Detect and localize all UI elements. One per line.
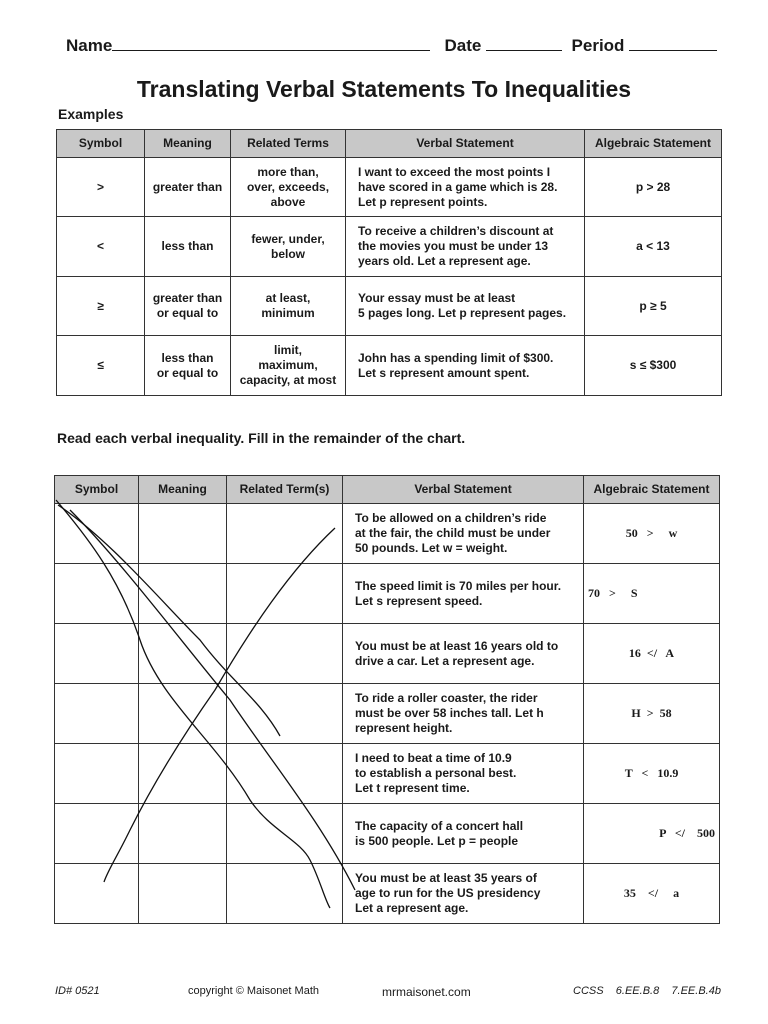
text-line: more than, <box>257 164 319 179</box>
t1-header-verbal: Verbal Statement <box>346 130 585 158</box>
text-line: I need to beat a time of 10.9 <box>355 751 512 765</box>
algebraic-answer-cell[interactable] <box>584 744 720 804</box>
practice-row <box>55 744 720 804</box>
name-blank[interactable] <box>112 36 430 51</box>
text-line: above <box>270 194 306 209</box>
t2-header-algebraic: Algebraic Statement <box>584 476 720 504</box>
examples-table <box>56 129 722 396</box>
meaning-answer-cell[interactable] <box>139 684 227 744</box>
symbol-cell: ≥ <box>57 277 145 336</box>
example-row <box>57 217 722 277</box>
t2-header-verbal: Verbal Statement <box>343 476 584 504</box>
symbol-answer-cell[interactable] <box>55 684 139 744</box>
practice-row <box>55 624 720 684</box>
symbol-answer-cell[interactable] <box>55 864 139 924</box>
text-line: Let s represent speed. <box>355 593 483 608</box>
meaning-answer-cell[interactable] <box>139 564 227 624</box>
t2-header-symbol: Symbol <box>55 476 139 504</box>
verbal-statement-cell <box>346 158 585 217</box>
handwritten-answer: 16 </ A <box>628 646 675 660</box>
related-terms-answer-cell[interactable] <box>227 744 343 804</box>
t1-header-symbol: Symbol <box>57 130 145 158</box>
handwritten-answer: 35 </ a <box>623 886 680 900</box>
meaning-cell <box>145 158 231 217</box>
verbal-statement-cell <box>343 564 584 624</box>
meaning-cell <box>145 217 231 277</box>
t1-header-algebraic: Algebraic Statement <box>585 130 722 158</box>
related-terms-answer-cell[interactable] <box>227 684 343 744</box>
header-fields <box>66 36 726 56</box>
verbal-statement-cell <box>343 684 584 744</box>
text-line: at the fair, the child must be under <box>355 526 551 540</box>
meaning-cell <box>145 277 231 336</box>
algebraic-answer-cell[interactable] <box>584 504 720 564</box>
related-terms-cell <box>231 277 346 336</box>
text-line: You must be at least 16 years old to <box>355 638 559 653</box>
text-line: represent height. <box>355 721 453 735</box>
symbol-cell: < <box>57 217 145 277</box>
text-line: capacity, at most <box>239 373 337 387</box>
text-line: You must be at least 35 years of <box>355 871 537 885</box>
period-label: Period <box>571 36 625 55</box>
text-line: 5 pages long. Let p represent pages. <box>358 306 567 320</box>
text-line: over, exceeds, <box>246 179 330 194</box>
text-line: Let s represent amount spent. <box>358 365 530 380</box>
text-line: less than <box>161 350 214 365</box>
footer-id: ID# 0521 <box>55 985 100 997</box>
symbol-cell: ≤ <box>57 336 145 396</box>
practice-table <box>54 475 720 924</box>
examples-label: Examples <box>58 106 124 122</box>
verbal-statement-cell <box>346 217 585 277</box>
algebraic-statement-cell: s ≤ $300 <box>585 336 722 396</box>
related-terms-answer-cell[interactable] <box>227 804 343 864</box>
symbol-answer-cell[interactable] <box>55 564 139 624</box>
handwritten-answer: H > 58 <box>631 706 672 720</box>
footer-site-link[interactable]: mrmaisonet.com <box>382 985 471 999</box>
text-line: John has a spending limit of $300. <box>358 350 554 365</box>
text-line: below <box>270 246 305 261</box>
verbal-statement-cell <box>346 277 585 336</box>
related-terms-cell <box>231 158 346 217</box>
verbal-statement-cell <box>343 624 584 684</box>
meaning-answer-cell[interactable] <box>139 744 227 804</box>
symbol-answer-cell[interactable] <box>55 744 139 804</box>
text-line: have scored in a game which is 28. <box>358 179 558 194</box>
text-line: limit, <box>273 343 302 357</box>
text-line: To be allowed on a children’s ride <box>355 511 547 525</box>
related-terms-cell <box>231 217 346 277</box>
t1-header-related: Related Terms <box>231 130 346 158</box>
period-blank[interactable] <box>629 36 717 51</box>
name-label: Name <box>66 36 113 55</box>
handwritten-answer: T < 10.9 <box>624 766 679 780</box>
handwritten-answer: 70 > S <box>588 586 638 600</box>
algebraic-answer-cell[interactable] <box>584 804 720 864</box>
verbal-statement-cell <box>346 336 585 396</box>
handwritten-answer: P </ 500 <box>659 826 715 840</box>
algebraic-statement-cell: p > 28 <box>585 158 722 217</box>
text-line: age to run for the US presidency <box>355 886 541 900</box>
text-line: minimum <box>261 306 315 320</box>
t1-header-meaning: Meaning <box>145 130 231 158</box>
practice-row <box>55 504 720 564</box>
symbol-cell: > <box>57 158 145 217</box>
date-blank[interactable] <box>486 36 562 51</box>
text-line: Let p represent points. <box>358 194 488 209</box>
algebraic-statement-cell: a < 13 <box>585 217 722 277</box>
text-line: the movies you must be under 13 <box>358 239 549 253</box>
text-line: years old. Let a represent age. <box>358 254 531 268</box>
text-line: is 500 people. Let p = people <box>355 833 519 848</box>
text-line: drive a car. Let a represent age. <box>355 653 535 668</box>
algebraic-answer-cell[interactable] <box>584 684 720 744</box>
meaning-answer-cell[interactable] <box>139 864 227 924</box>
meaning-answer-cell[interactable] <box>139 804 227 864</box>
text-line: To receive a children’s discount at <box>358 224 554 238</box>
meaning-answer-cell[interactable] <box>139 504 227 564</box>
text-line: To ride a roller coaster, the rider <box>355 691 538 705</box>
text-line: Your essay must be at least <box>358 291 516 305</box>
example-row <box>57 336 722 396</box>
text-line: less than <box>161 239 214 253</box>
text-line: fewer, under, <box>251 231 325 246</box>
algebraic-answer-cell[interactable] <box>584 564 720 624</box>
practice-row <box>55 864 720 924</box>
footer-copyright: copyright © Maisonet Math <box>188 985 319 997</box>
date-label: Date <box>444 36 482 55</box>
verbal-statement-cell <box>343 864 584 924</box>
algebraic-answer-cell[interactable] <box>584 624 720 684</box>
text-line: or equal to <box>156 365 219 380</box>
page-title: Translating Verbal Statements To Inequalities <box>136 76 632 102</box>
text-line: must be over 58 inches tall. Let h <box>355 706 544 720</box>
meaning-cell <box>145 336 231 396</box>
text-line: at least, <box>265 291 311 305</box>
t2-header-related: Related Term(s) <box>227 476 343 504</box>
example-row <box>57 158 722 217</box>
text-line: Let t represent time. <box>355 781 470 795</box>
handwritten-answer: 50 > w <box>625 526 678 540</box>
related-terms-answer-cell[interactable] <box>227 864 343 924</box>
footer-standards: CCSS 6.EE.B.8 7.EE.B.4b <box>573 985 721 997</box>
text-line: greater than <box>152 291 223 305</box>
verbal-statement-cell <box>343 504 584 564</box>
t2-header-meaning: Meaning <box>139 476 227 504</box>
text-line: to establish a personal best. <box>355 766 517 780</box>
text-line: Let a represent age. <box>355 901 469 915</box>
practice-row <box>55 684 720 744</box>
instruction-text: Read each verbal inequality. Fill in the remainder of the chart. <box>57 430 466 446</box>
example-row <box>57 277 722 336</box>
verbal-statement-cell <box>343 804 584 864</box>
algebraic-statement-cell: p ≥ 5 <box>585 277 722 336</box>
symbol-answer-cell[interactable] <box>55 804 139 864</box>
text-line: or equal to <box>156 306 219 320</box>
practice-row <box>55 564 720 624</box>
verbal-statement-cell <box>343 744 584 804</box>
symbol-answer-cell[interactable] <box>55 624 139 684</box>
text-line: 50 pounds. Let w = weight. <box>355 541 508 555</box>
related-terms-answer-cell[interactable] <box>227 504 343 564</box>
text-line: I want to exceed the most points I <box>358 164 551 179</box>
text-line: maximum, <box>258 358 318 372</box>
related-terms-cell <box>231 336 346 396</box>
related-terms-answer-cell[interactable] <box>227 564 343 624</box>
text-line: The capacity of a concert hall <box>355 818 524 833</box>
meaning-answer-cell[interactable] <box>139 624 227 684</box>
text-line: greater than <box>152 179 223 194</box>
related-terms-answer-cell[interactable] <box>227 624 343 684</box>
text-line: The speed limit is 70 miles per hour. <box>355 578 562 593</box>
symbol-answer-cell[interactable] <box>55 504 139 564</box>
practice-row <box>55 804 720 864</box>
algebraic-answer-cell[interactable] <box>584 864 720 924</box>
